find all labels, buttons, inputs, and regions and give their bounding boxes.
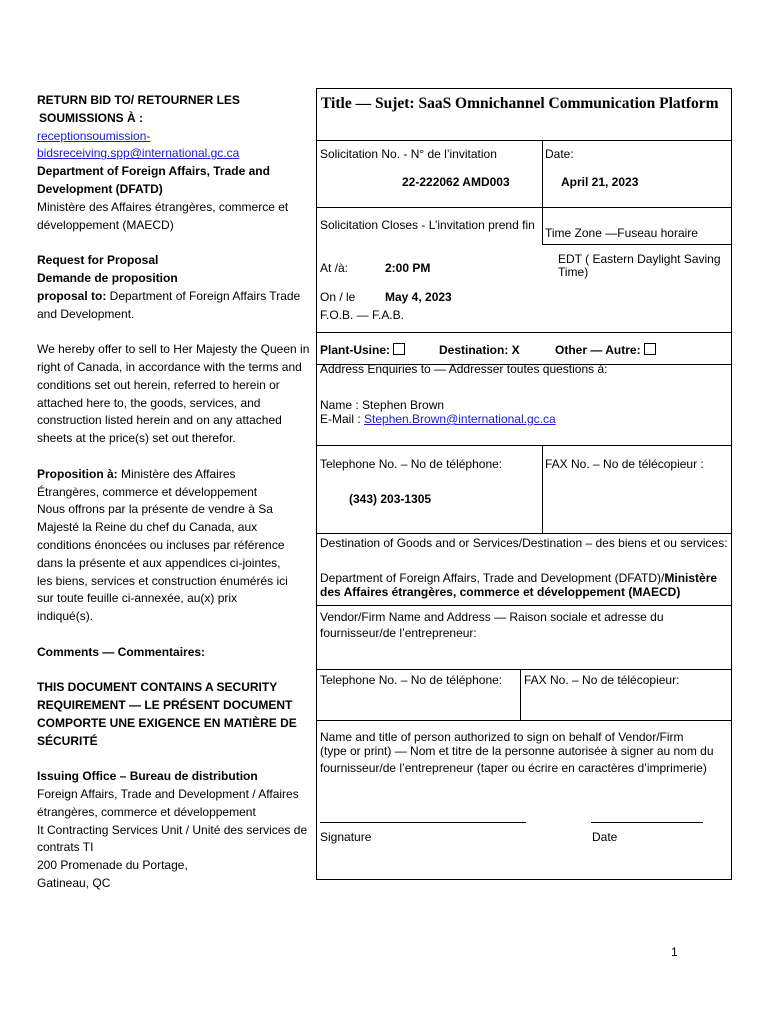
proposition-value: Ministère des Affaires [121, 466, 236, 481]
rule [317, 720, 731, 721]
security-notice-line: COMPORTE UNE EXIGENCE EN MATIÈRE DE [37, 715, 297, 730]
rule [317, 140, 731, 141]
proposal-to-value-2: and Development. [37, 306, 135, 321]
issuing-office-line: It Contracting Services Unit / Unité des services de [37, 822, 308, 837]
issuing-office-line: 200 Promenade du Portage, [37, 858, 188, 873]
other-autre [555, 343, 656, 357]
bid-email-link-1[interactable]: receptionsoumission- [37, 128, 151, 143]
issuing-office-line: Foreign Affairs, Trade and Development / Affaires [37, 787, 299, 802]
dept-fr-line-2: développement (MAECD) [37, 217, 174, 232]
left-column [37, 92, 312, 893]
email-label: E-Mail : [320, 412, 365, 426]
proposal-to-label: proposal to: [37, 288, 107, 303]
solicitation-form [316, 88, 732, 880]
return-bid-heading-2: SOUMISSIONS À : [39, 110, 144, 125]
rule [317, 445, 731, 446]
issuing-office-line: contrats TI [37, 840, 94, 855]
signature-line [320, 822, 526, 823]
signature-label: Signature [320, 830, 372, 844]
rule [317, 669, 731, 670]
timezone-value-1: EDT ( Eastern Daylight Saving [558, 252, 721, 266]
contact-email-line [320, 412, 556, 426]
proposition-label: Proposition à: [37, 466, 118, 481]
vendor-telephone-label: Telephone No. – No de téléphone: [320, 673, 503, 687]
offer-en-line: We hereby offer to sell to Her Majesty the Queen in [37, 342, 310, 357]
at-label: At /à: [320, 261, 349, 275]
vendor-label-1: Vendor/Firm Name and Address — Raison sociale et adresse du [320, 610, 664, 624]
solicitation-no-label: Solicitation No. - N° de l’invitation [320, 147, 497, 161]
security-notice-line: THIS DOCUMENT CONTAINS A SECURITY [37, 680, 278, 695]
destination-goods-value-1b: Ministère [664, 571, 718, 585]
proposal-to-value: Department of Foreign Affairs Trade [109, 288, 301, 303]
offer-fr-line: sur toute feuille ci-annexée, au(x) prix [37, 591, 238, 606]
plant-checkbox[interactable] [393, 343, 405, 355]
destination-goods-label: Destination of Goods and or Services/Destination – des biens et ou services: [320, 536, 728, 550]
offer-en-line: attached here to, the goods, services, and [37, 395, 261, 410]
offer-en-line: right of Canada, in accordance with the terms and [37, 359, 302, 374]
dept-fr-line-1: Ministère des Affaires étrangères, commerce et [37, 199, 289, 214]
offer-fr-line: indiqué(s). [37, 609, 94, 624]
rule [542, 140, 543, 244]
vendor-label-2: fournisseur/de l’entrepreneur: [320, 626, 477, 640]
return-bid-heading: RETURN BID TO/ RETOURNER LES [37, 93, 240, 107]
telephone-label: Telephone No. – No de téléphone: [320, 457, 503, 471]
destination-label: Destination: X [439, 343, 520, 357]
contact-name: Name : Stephen Brown [320, 398, 445, 412]
other-label: Other — Autre: [555, 343, 641, 357]
other-checkbox[interactable] [644, 343, 656, 355]
on-value: May 4, 2023 [385, 290, 452, 304]
offer-fr-line: Majesté la Reine du chef du Canada, aux [37, 520, 258, 535]
authorized-line: fournisseur/de l’entrepreneur (taper ou écrire en caractères d’imprimerie) [320, 761, 707, 775]
destination-goods-value-line-1 [320, 571, 730, 585]
plant-usine [320, 343, 405, 357]
authorized-line: (type or print) — Nom et titre de la personne autorisée à signer au nom du [320, 744, 714, 758]
date-line [591, 822, 703, 823]
fob-label: F.O.B. — F.A.B. [320, 308, 405, 322]
rule [520, 669, 521, 720]
issuing-office-line: étrangères, commerce et développement [37, 804, 256, 819]
rule [317, 332, 731, 333]
vendor-fax-label: FAX No. – No de télécopieur: [524, 673, 680, 687]
page-number: 1 [671, 945, 678, 959]
destination-goods-value-1: Department of Foreign Affairs, Trade and Development (DFATD)/ [320, 571, 665, 585]
solicitation-no-value: 22-222062 AMD003 [402, 175, 510, 189]
date-value: April 21, 2023 [561, 175, 639, 189]
at-value: 2:00 PM [385, 261, 431, 275]
form-title: Title — Sujet: SaaS Omnichannel Communication Platform [321, 95, 719, 112]
request-en: Request for Proposal [37, 253, 159, 268]
address-enquiries: Address Enquiries to — Addresser toutes questions à: [320, 362, 608, 376]
offer-fr-line: dans la présente et aux appendices ci-jointes, [37, 555, 281, 570]
date-label: Date: [545, 147, 574, 161]
proposal-to-line [37, 288, 312, 306]
closes-label: Solicitation Closes - L’invitation prend fin [320, 218, 535, 232]
rule [542, 445, 543, 533]
offer-fr-line: les biens, services et construction énumérés ici [37, 573, 288, 588]
timezone-value-2: Time) [558, 265, 589, 279]
offer-en-line: conditions set out herein, referred to herein or [37, 377, 280, 392]
proposition-line [37, 466, 312, 484]
offer-fr-line: conditions énoncées ou incluses par référence [37, 537, 285, 552]
telephone-value: (343) 203-1305 [349, 492, 432, 506]
authorized-line: Name and title of person authorized to sign on behalf of Vendor/Firm [320, 730, 684, 744]
bid-email-link-2[interactable]: bidsreceiving.spp@international.gc.ca [37, 146, 240, 161]
offer-fr-line: Étrangères, commerce et développement [37, 484, 258, 499]
security-notice-line: SÉCURITÉ [37, 733, 98, 748]
timezone-label: Time Zone —Fuseau horaire [545, 226, 698, 240]
destination-goods-value-2: des Affaires étrangères, commerce et développement (MAECD) [320, 585, 681, 599]
plant-label: Plant-Usine: [320, 343, 391, 357]
offer-fr-line: Nous offrons par la présente de vendre à Sa [37, 502, 273, 517]
issuing-office-heading: Issuing Office – Bureau de distribution [37, 769, 258, 784]
on-label: On / le [320, 290, 356, 304]
rule [317, 207, 731, 208]
rule [317, 605, 731, 606]
contact-email-link[interactable]: Stephen.Brown@international.gc.ca [364, 412, 556, 426]
dept-en-line-2: Development (DFATD) [37, 181, 163, 196]
security-notice-line: REQUIREMENT — LE PRÉSENT DOCUMENT [37, 698, 293, 713]
fax-label: FAX No. – No de télécopieur : [545, 457, 704, 471]
date-sign-label: Date [592, 830, 618, 844]
offer-en-line: sheets at the price(s) set out therefor. [37, 431, 236, 446]
request-fr: Demande de proposition [37, 270, 178, 285]
dept-en-line-1: Department of Foreign Affairs, Trade and [37, 164, 270, 179]
issuing-office-line: Gatineau, QC [37, 876, 111, 891]
comments-heading: Comments — Commentaires: [37, 644, 206, 659]
rule [317, 533, 731, 534]
rule [542, 244, 731, 245]
offer-en-line: construction listed herein and on any attached [37, 413, 282, 428]
